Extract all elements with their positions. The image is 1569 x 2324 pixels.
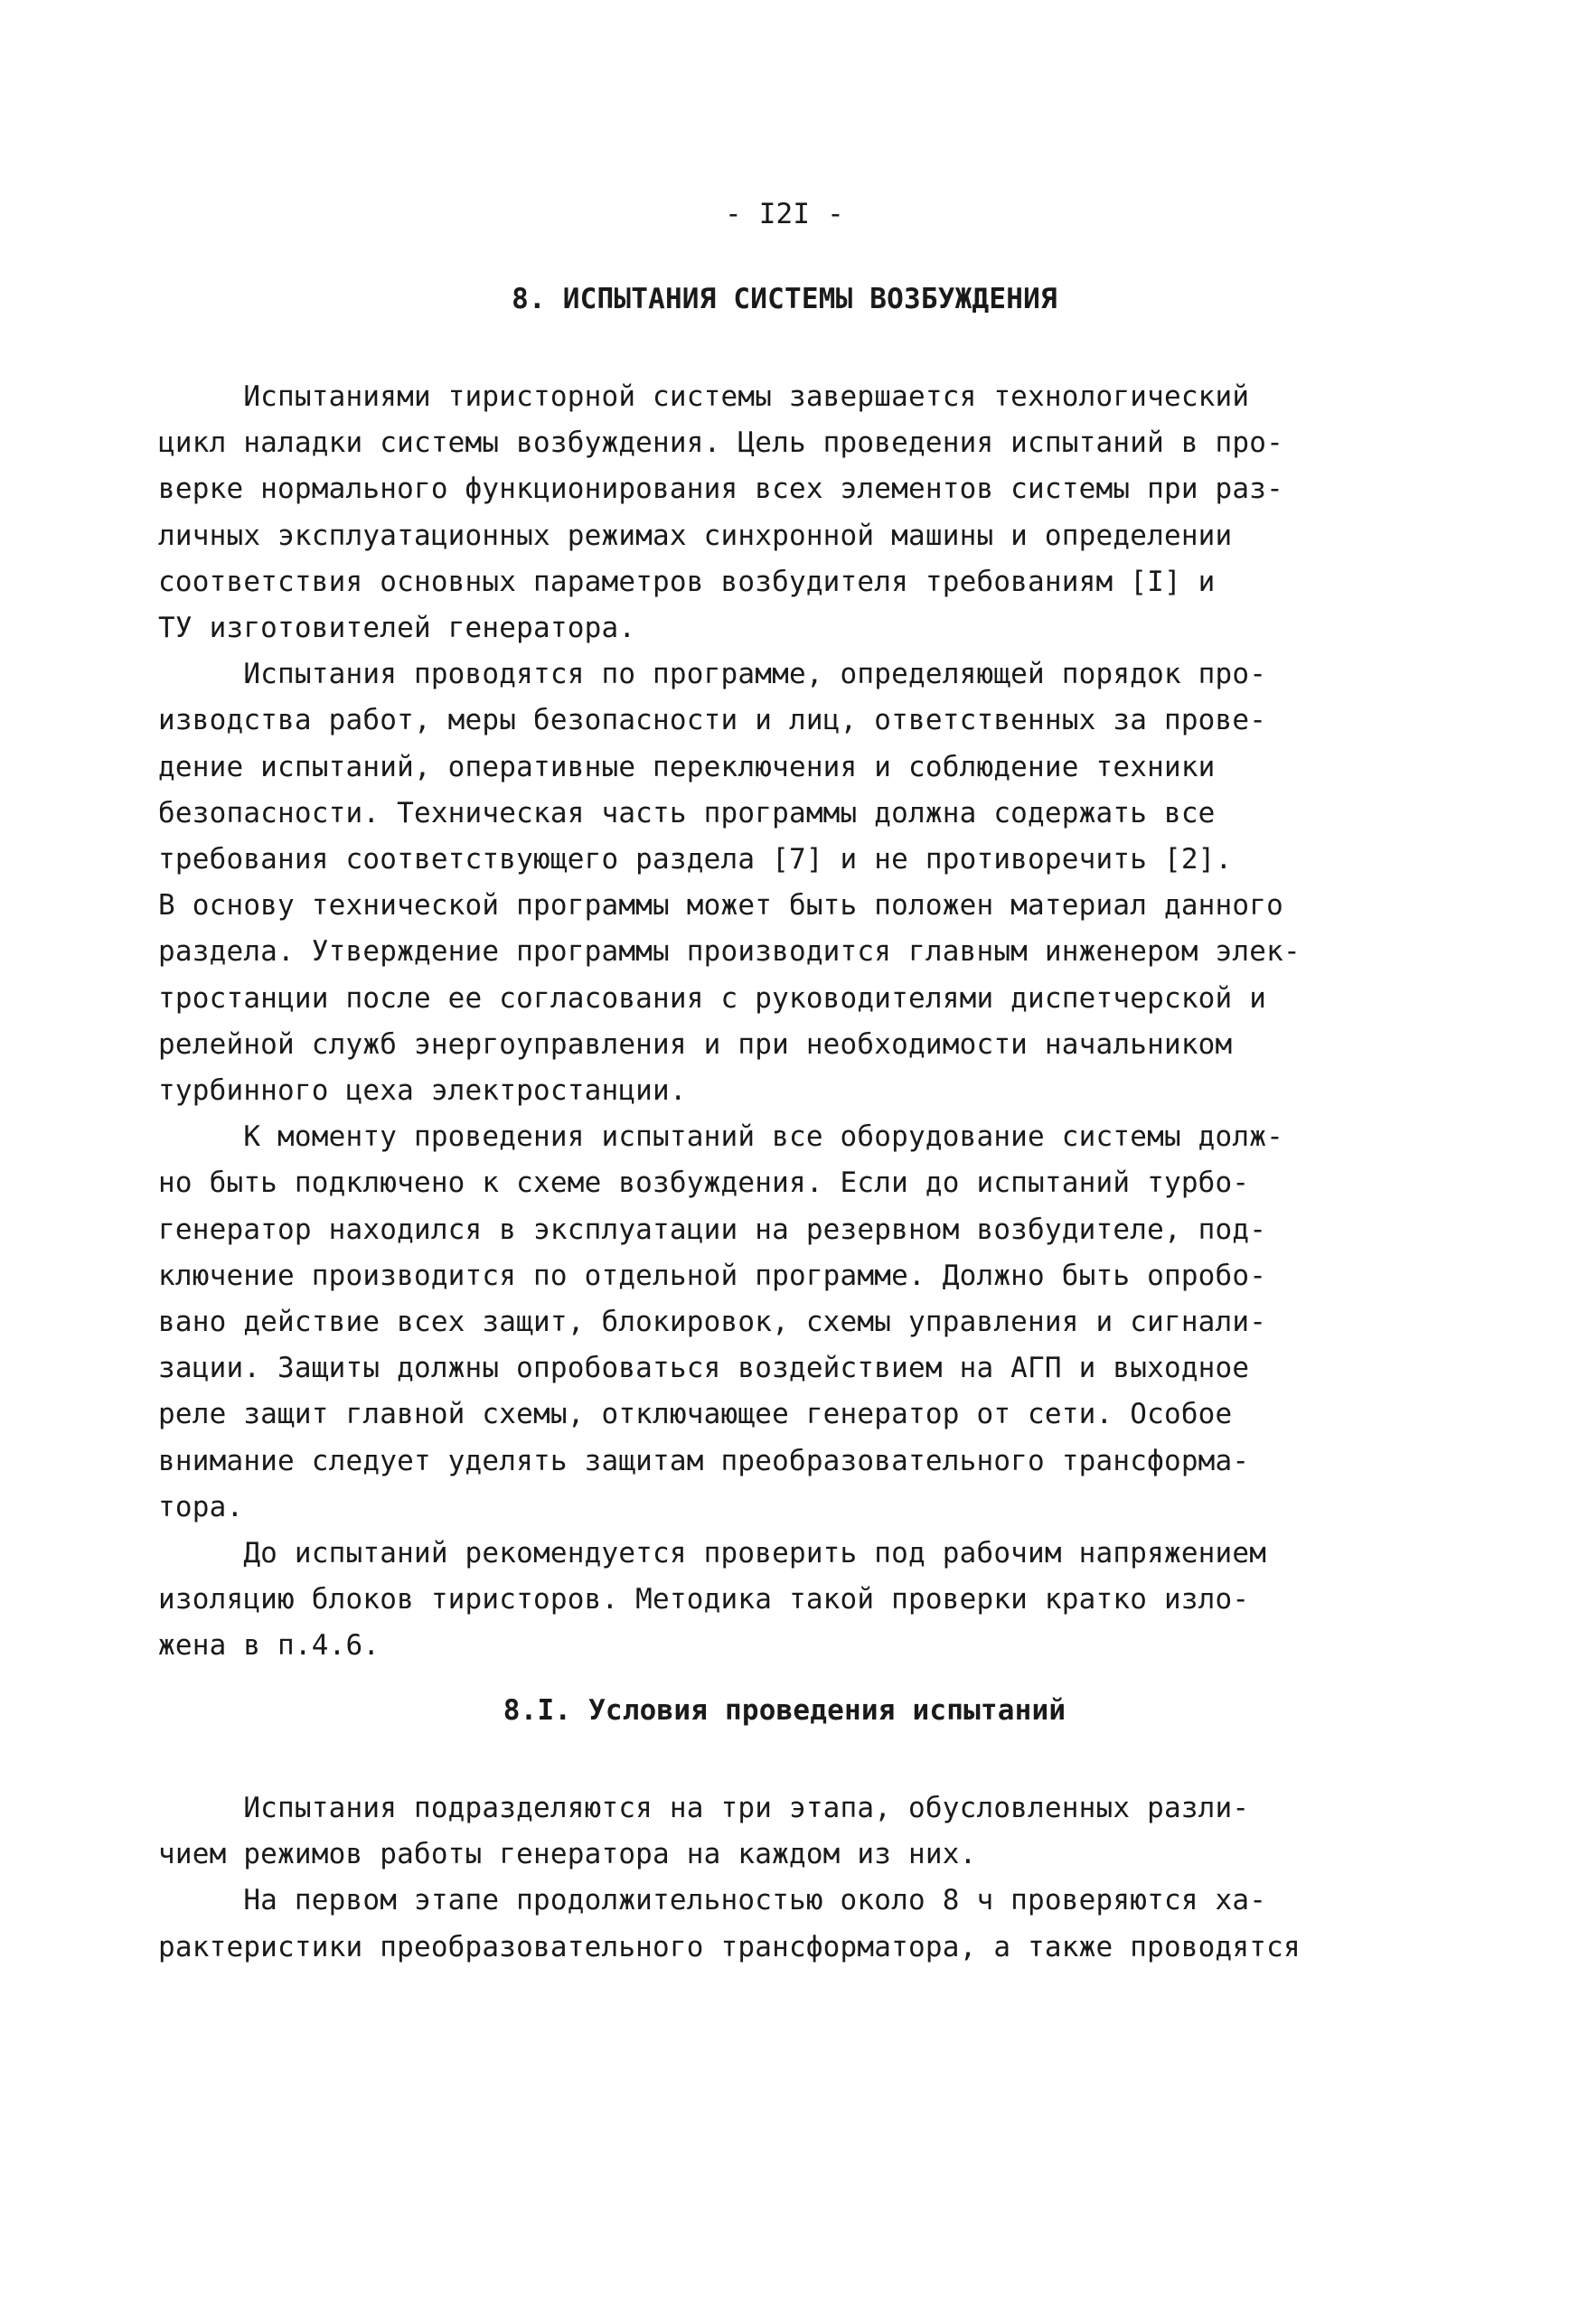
text-line: изоляцию блоков тиристоров. Методика такой проверки кратко изло-	[158, 1583, 1250, 1616]
text-line: чием режимов работы генератора на каждом из них.	[158, 1838, 977, 1871]
text-line: безопасности. Техническая часть программы должна содержать все	[158, 796, 1216, 829]
text-line: изводства работ, меры безопасности и лиц, ответственных за прове-	[158, 704, 1267, 737]
subsection-title: 8.I. Условия проведения испытаний	[503, 1694, 1066, 1727]
text-line: Испытания проводятся по программе, определяющей порядок про-	[158, 658, 1267, 691]
text-line: внимание следует уделять защитам преобразовательного трансформа-	[158, 1444, 1250, 1477]
text-line: Испытаниями тиристорной системы завершается технологический	[158, 380, 1250, 413]
text-line: жена в п.4.6.	[158, 1629, 381, 1663]
text-line: тростанции после ее согласования с руководителями диспетчерской и	[158, 981, 1267, 1015]
section-title: 8. ИСПЫТАНИЯ СИСТЕМЫ ВОЗБУЖДЕНИЯ	[512, 283, 1057, 315]
text-line: реле защит главной схемы, отключающее генератор от сети. Особое	[158, 1398, 1233, 1431]
text-line: ключение производится по отдельной программе. Должно быть опробо-	[158, 1259, 1267, 1292]
text-line: дение испытаний, оперативные переключения и соблюдение техники	[158, 750, 1216, 783]
text-line: До испытаний рекомендуется проверить под рабочим напряжением	[158, 1537, 1267, 1570]
text-line: но быть подключено к схеме возбуждения. Если до испытаний турбо-	[158, 1167, 1250, 1200]
text-line: К моменту проведения испытаний все оборудование системы долж-	[158, 1120, 1283, 1154]
text-line: релейной служб энергоуправления и при необходимости начальником	[158, 1027, 1233, 1061]
text-line: соответствия основных параметров возбудителя требованиям [I] и	[158, 565, 1216, 598]
text-line: В основу технической программы может быть положен материал данного	[158, 889, 1283, 923]
text-line: рактеристики преобразовательного трансформатора, а также проводятся	[158, 1930, 1301, 1963]
page-number: - I2I -	[724, 198, 845, 230]
text-line: ТУ изготовителей генератора.	[158, 612, 636, 644]
text-line: цикл наладки системы возбуждения. Цель проведения испытаний в про-	[158, 426, 1283, 460]
text-line: Испытания подразделяются на три этапа, обусловленных разли-	[158, 1792, 1250, 1824]
text-line: турбинного цеха электростанции.	[158, 1074, 687, 1107]
text-line: верке нормального функционирования всех элементов системы при раз-	[158, 473, 1283, 506]
text-line: тора.	[158, 1490, 244, 1523]
text-line: На первом этапе продолжительностью около 8 ч проверяются ха-	[158, 1884, 1267, 1917]
text-line: раздела. Утверждение программы производится главным инженером элек-	[158, 935, 1301, 969]
text-line: вано действие всех защит, блокировок, схемы управления и сигнали-	[158, 1306, 1267, 1338]
text-line: требования соответствующего раздела [7] и не противоречить [2].	[158, 843, 1233, 876]
text-line: зации. Защиты должны опробоваться воздействием на АГП и выходное	[158, 1352, 1250, 1385]
text-line: генератор находился в эксплуатации на резервном возбудителе, под-	[158, 1213, 1267, 1246]
text-line: личных эксплуатационных режимах синхронной машины и определении	[158, 519, 1233, 552]
